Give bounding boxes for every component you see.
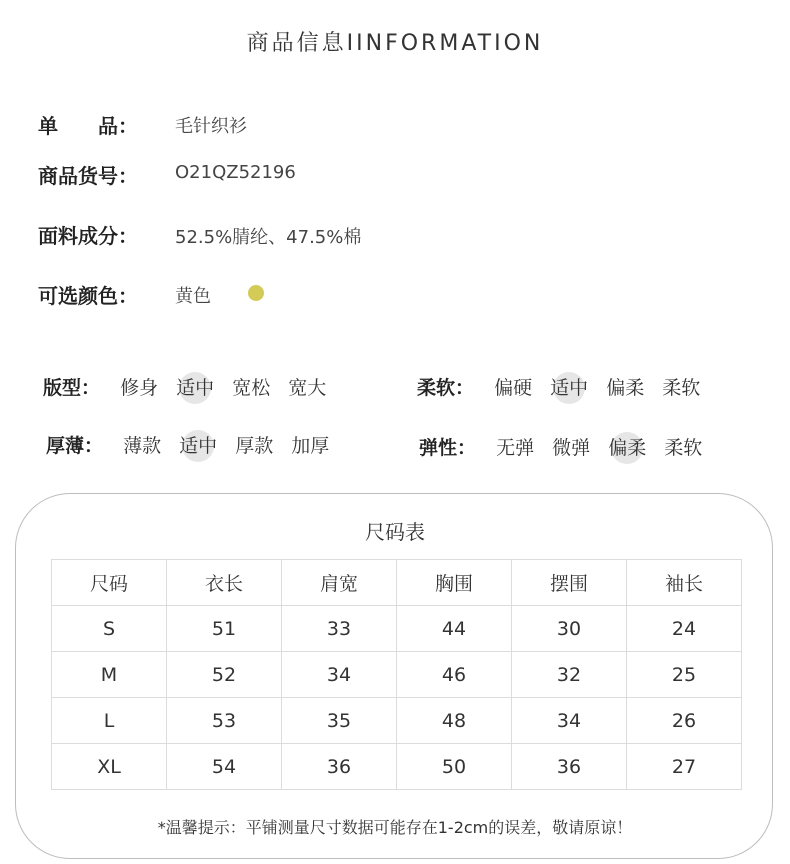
table-cell: 26	[627, 698, 742, 744]
thickness-option[interactable]: 薄款	[123, 435, 162, 457]
table-cell: XL	[52, 744, 167, 790]
item-label: 单 品：	[38, 114, 138, 138]
table-cell: 50	[397, 744, 512, 790]
table-cell: 44	[397, 606, 512, 652]
header-cell: 胸围	[397, 560, 512, 606]
fit-option[interactable]: 修身	[120, 377, 159, 399]
table-cell: 52	[167, 652, 282, 698]
table-cell: 48	[397, 698, 512, 744]
thickness-option[interactable]: 适中	[179, 435, 218, 457]
elasticity-label: 弹性：	[419, 437, 477, 459]
thickness-option[interactable]: 厚款	[235, 435, 274, 457]
table-row	[52, 652, 742, 698]
attr-elasticity	[419, 433, 714, 460]
table-cell: 32	[512, 652, 627, 698]
table-cell: 36	[512, 744, 627, 790]
softness-option[interactable]: 偏硬	[494, 377, 533, 399]
fit-option[interactable]: 适中	[176, 377, 215, 399]
fit-option[interactable]: 宽大	[288, 377, 327, 399]
size-chart-title: 尺码表	[365, 520, 425, 544]
table-cell: 30	[512, 606, 627, 652]
table-cell: L	[52, 698, 167, 744]
table-cell: 33	[282, 606, 397, 652]
table-cell: 35	[282, 698, 397, 744]
material-label: 面料成分：	[38, 224, 138, 248]
elasticity-option[interactable]: 柔软	[664, 437, 703, 459]
elasticity-option[interactable]: 无弹	[496, 437, 535, 459]
table-cell: S	[52, 606, 167, 652]
attr-softness	[417, 373, 712, 400]
table-cell: 34	[282, 652, 397, 698]
size-table-header-row	[52, 560, 742, 606]
attr-fit	[43, 373, 338, 400]
thickness-label: 厚薄：	[46, 435, 104, 457]
fit-option[interactable]: 宽松	[232, 377, 271, 399]
table-cell: 27	[627, 744, 742, 790]
header-cell: 肩宽	[282, 560, 397, 606]
elasticity-option[interactable]: 偏柔	[608, 437, 647, 459]
material-value: 52.5%腈纶、47.5%棉	[175, 227, 362, 248]
table-row	[52, 744, 742, 790]
page-title: 商品信息IINFORMATION	[246, 31, 544, 56]
table-cell: 46	[397, 652, 512, 698]
table-cell: M	[52, 652, 167, 698]
table-cell: 36	[282, 744, 397, 790]
softness-label: 柔软：	[417, 377, 475, 399]
header-cell: 摆围	[512, 560, 627, 606]
item-value: 毛针织衫	[175, 116, 247, 137]
table-cell: 34	[512, 698, 627, 744]
color-label: 可选颜色：	[38, 284, 138, 308]
table-cell: 54	[167, 744, 282, 790]
color-value: 黄色	[175, 286, 211, 307]
header-cell: 衣长	[167, 560, 282, 606]
attr-thickness	[46, 431, 341, 458]
sku-label: 商品货号：	[38, 164, 138, 188]
table-cell: 51	[167, 606, 282, 652]
elasticity-option[interactable]: 微弹	[552, 437, 591, 459]
size-note: *温馨提示：平铺测量尺寸数据可能存在1-2cm的误差，敬请原谅！	[157, 818, 633, 837]
thickness-option[interactable]: 加厚	[291, 435, 330, 457]
fit-label: 版型：	[43, 377, 101, 399]
softness-option[interactable]: 偏柔	[606, 377, 645, 399]
softness-option[interactable]: 柔软	[662, 377, 701, 399]
header-cell: 袖长	[627, 560, 742, 606]
header-cell: 尺码	[52, 560, 167, 606]
table-row	[52, 698, 742, 744]
table-cell: 53	[167, 698, 282, 744]
sku-value: O21QZ52196	[175, 162, 296, 183]
table-row	[52, 606, 742, 652]
table-cell: 25	[627, 652, 742, 698]
size-table	[51, 559, 742, 790]
table-cell: 24	[627, 606, 742, 652]
color-swatch[interactable]	[248, 285, 264, 301]
softness-option[interactable]: 适中	[550, 377, 589, 399]
